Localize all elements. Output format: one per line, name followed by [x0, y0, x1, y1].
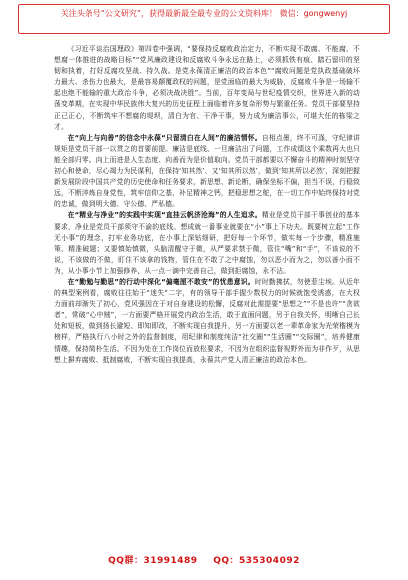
footer-contact [0, 553, 408, 566]
qq-contact-label: QQ：535304092 [213, 556, 300, 566]
paragraph-lead: 在“精业与净业”的实践中实现“直挂云帆济沧海”的人生追求。 [67, 211, 262, 220]
paragraph-text: 精业是党员干部干事创业的基本要求，净业是党员干部须守不渝的底线。想成就一番事业就要在“小”事上下功夫。既要树立起“工作无小事”的理念，打牢业务功底，在小事上深钻细研，把好每一个环节，做实每一个步骤，精准施策、精准破题；又要慎始慎微，头脑清醒守于微，从严要求禁于微，管住“嘴”和“手”，不该说的不说，不该做的不做，盯住不该拿的钱物，管住在不敢了之中腐蚀，勿以恶小而为之，勿以善小而不为，从小事小节上加强修养，从一点一滴中完善自己，做到拒腐蚀，永不沾。 [54, 211, 360, 275]
paragraph-text: 《习近平谈治国理政》第四卷中强调，“要保持反腐败政治定力，不断实现不敢腐、不能腐、不想腐一体推进的战略目标”“党风廉政建设和反腐败斗争永远在路上，必须抓铁有痕、踏石留印的坚韧和执着，打好反腐攻坚战、持久战。是党永葆清正廉洁的政治本色”“腐败问题是党执政基础破坏力最大、杀伤力也最大，是最容易颠覆政权的问题，是党面临的最大为威胁，反腐败斗争是一场输不起也绝不能输的重大政治斗争，必须决战决胜”。当前，百年变局与世纪疫情交织，世界进入新的动荡变革期，在实现中华民族伟大复兴的历史征程上面临着许多复杂形势与繁重任务。党员干部要坚持正己正心，不断筑牢不想腐的堤坝，清白为官、干净干事，努力成为廉洁事公，可堪大任的栋梁之才。 [54, 45, 360, 131]
paragraph-text: 自相点墨，终不可涤，守纪律讲规矩是党员干部一以贯之的首要前提。廉洁是底线、一旦廉洁出了问题，工作成绩这个乘数再大也只能全部归零。向上而进是人生态度、向善而为是价值取向。党员干部都要以不懈奋斗的精神时刻坚守初心和使命，尽心竭力为民谋利，在保持‘知其然’、又‘知其所以然’，做到‘知其所以必然’，深刻把握新发展阶段中国共产党的历史使命和任务要求，新思想、新论断，确保坐标不偏，担当不误，行稳致远，不断淬炼自身党性，筑牢信仰之基，补足精神之钙，把稳思想之舵，在一切工作中始终保持对党的忠诚，做到明大德、守公德、严私德。 [54, 133, 360, 209]
header-banner [18, 4, 390, 34]
qq-group-label: QQ群：31991489 [108, 556, 198, 566]
paragraph [54, 133, 360, 211]
paragraph-text: 时时勤拂拭，勿使惹尘埃。从近年的典型案例看，腐败往往始于“迷失”二字，有的领导干部手握少数权力的时候就饱受诱惑，在大权力面前却渐失了初心，党风强因在于对自身建设的松懈，反腐对此需提要“思想之”“不是也许”“贪欲者”，常破“心中贼”，一方面要严格开展党内政治生活，敢于直面问题，另于自我关怀，明晰自己长处和短板，做到扬长避短、即知即改，不断实现自我提升，另一方面要以老一辈革命家为光荣楷模为榜样，严格执行八小时之外的监督制度，用纪律和制度纯洁“社交圈”“生活圈”“交际圈”，培养健康情趣，保持简朴生活。不因为处在工作岗位而放松要求，不因为在组织监督视野外而为非作歹，从思想上摒弃腐败、抵制腐败，不断实现自我提高，永葆共产党人清正廉洁的政治本色。 [54, 277, 360, 364]
paragraph-lead: 在“勤勉与勤思”的行动中深化“偏毫厘不敢安”的忧患意识。 [67, 277, 255, 286]
paragraph-lead: 在“向上与向善”的信念中永葆“只留清白在人间”的廉洁情怀。 [67, 133, 262, 142]
paragraph [54, 277, 360, 366]
document-body [54, 44, 360, 366]
paragraph [54, 210, 360, 277]
banner-text: 关注头条号“公文研究”，获得最新最全最专业的公文资料库！ 微信：gongwenyj [60, 9, 348, 18]
paragraph [54, 44, 360, 133]
